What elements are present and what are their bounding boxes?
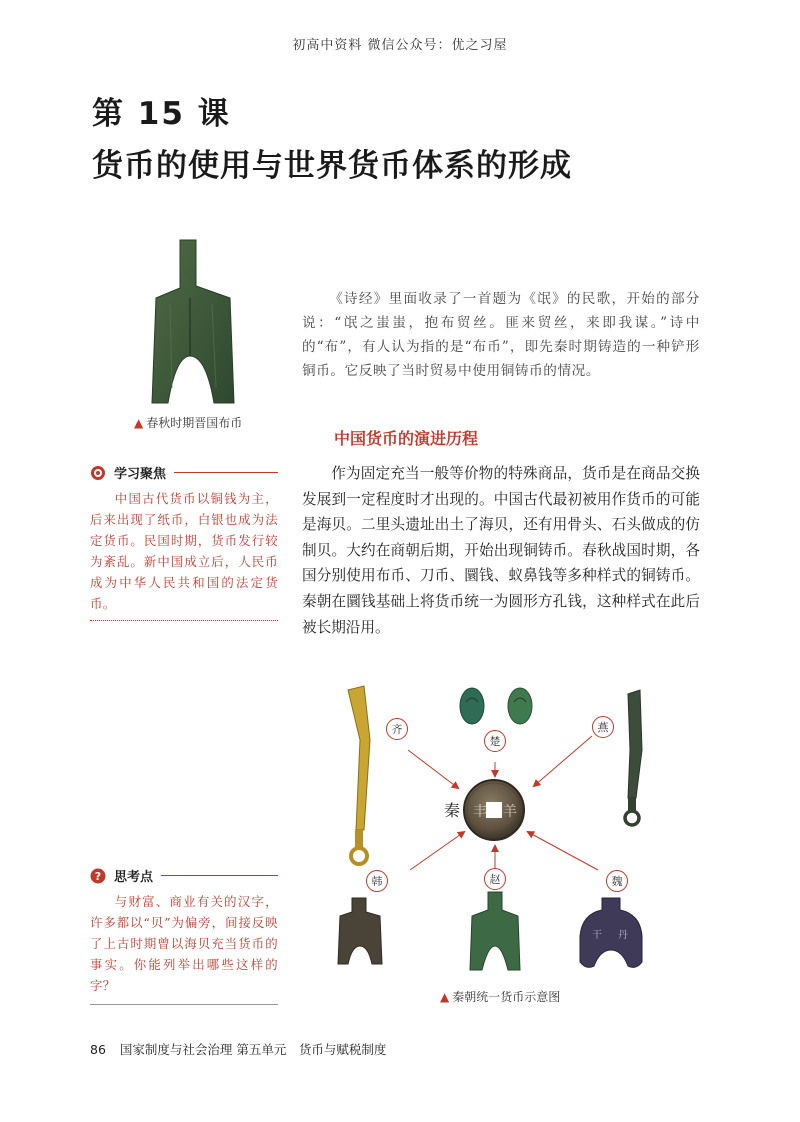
state-label-yan: 燕 — [592, 716, 614, 738]
svg-text:干: 干 — [592, 930, 602, 941]
page-number: 86 — [90, 1042, 106, 1057]
intro-paragraph — [302, 287, 700, 383]
lesson-title: 货币的使用与世界货币体系的形成 — [92, 148, 572, 184]
lesson-number: 第 15 课 — [92, 96, 231, 132]
currency-diagram — [330, 680, 660, 980]
yan-knife-coin — [625, 690, 642, 825]
zhao-spade-coin — [470, 892, 520, 970]
svg-text:?: ? — [94, 869, 102, 883]
svg-text:羊: 羊 — [503, 804, 517, 820]
state-label-chu: 楚 — [484, 730, 506, 752]
footer-text: 国家制度与社会治理 第五单元 货币与赋税制度 — [119, 1042, 387, 1057]
triangle-icon: ▲ — [134, 416, 144, 430]
page-footer — [90, 1040, 386, 1058]
han-spade-coin — [338, 898, 382, 964]
figure1-caption-text: 春秋时期晋国布币 — [146, 416, 243, 430]
section-heading: 中国货币的演进历程 — [334, 429, 479, 448]
think-box-header — [90, 866, 278, 885]
spade-coin-image — [150, 238, 250, 408]
state-label-han: 韩 — [366, 870, 388, 892]
chu-antnose-coins — [460, 688, 532, 724]
svg-text:丹: 丹 — [618, 930, 628, 941]
focus-box — [90, 463, 278, 621]
focus-box-body — [90, 488, 278, 614]
target-icon — [90, 465, 106, 481]
think-box — [90, 866, 278, 1005]
triangle-icon: ▲ — [440, 990, 450, 1004]
think-box-body — [90, 891, 278, 996]
banliang-coin — [464, 780, 524, 840]
think-box-rule — [161, 875, 278, 876]
intro-text: 《诗经》里面收录了一首题为《氓》的民歌，开始的部分说：“氓之蚩蚩，抱布贸丝。匪来贸丝，来即我谋。”诗中的“布”，有人认为指的是“布币”，即先秦时期铸造的一种铲形铜币。它反映了当时贸易中使用铜铸币的情况。 — [302, 291, 700, 379]
focus-box-title: 学习聚焦 — [114, 467, 167, 482]
focus-box-rule — [174, 472, 278, 473]
center-label-qin: 秦 — [444, 801, 461, 820]
think-box-bottom-rule — [90, 1004, 278, 1005]
state-label-zhao: 赵 — [484, 868, 506, 890]
focus-box-header — [90, 463, 278, 482]
wei-spade-coin — [580, 898, 642, 967]
diagram-caption — [440, 988, 560, 1005]
question-icon — [90, 868, 106, 884]
qi-knife-coin — [348, 686, 370, 864]
state-label-qi: 齐 — [386, 718, 408, 740]
body-text: 作为固定充当一般等价物的特殊商品，货币是在商品交换发展到一定程度时才出现的。中国古代最初被用作货币的可能是海贝。二里头遗址出土了海贝，还有用骨头、石头做成的仿制贝。大约在商朝后期，开始出现铜铸币。春秋战国时期，各国分别使用布币、刀币、圜钱、蚁鼻钱等多种样式的铜铸币。秦朝在圜钱基础上将货币统一为圆形方孔钱，这种样式在此后被长期沿用。 — [302, 465, 700, 636]
diagram-caption-text: 秦朝统一货币示意图 — [452, 990, 561, 1004]
think-box-title: 思考点 — [114, 870, 154, 885]
focus-box-text: 中国古代货币以铜钱为主，后来出现了纸币，白银也成为法定货币。民国时期，货币发行较为紊乱。新中国成立后，人民币成为中华人民共和国的法定货币。 — [90, 491, 278, 611]
body-paragraph — [302, 461, 700, 640]
think-box-text: 与财富、商业有关的汉字，许多都以“贝”为偏旁，间接反映了上古时期曾以海贝充当货币的事实。你能列举出哪些这样的字？ — [90, 894, 278, 993]
state-label-wei: 魏 — [606, 870, 628, 892]
svg-text:丰: 丰 — [473, 804, 487, 820]
figure1-caption — [134, 414, 242, 431]
header-note: 初高中资料 微信公众号：优之习屋 — [292, 38, 508, 53]
focus-box-bottom-rule — [90, 620, 278, 621]
